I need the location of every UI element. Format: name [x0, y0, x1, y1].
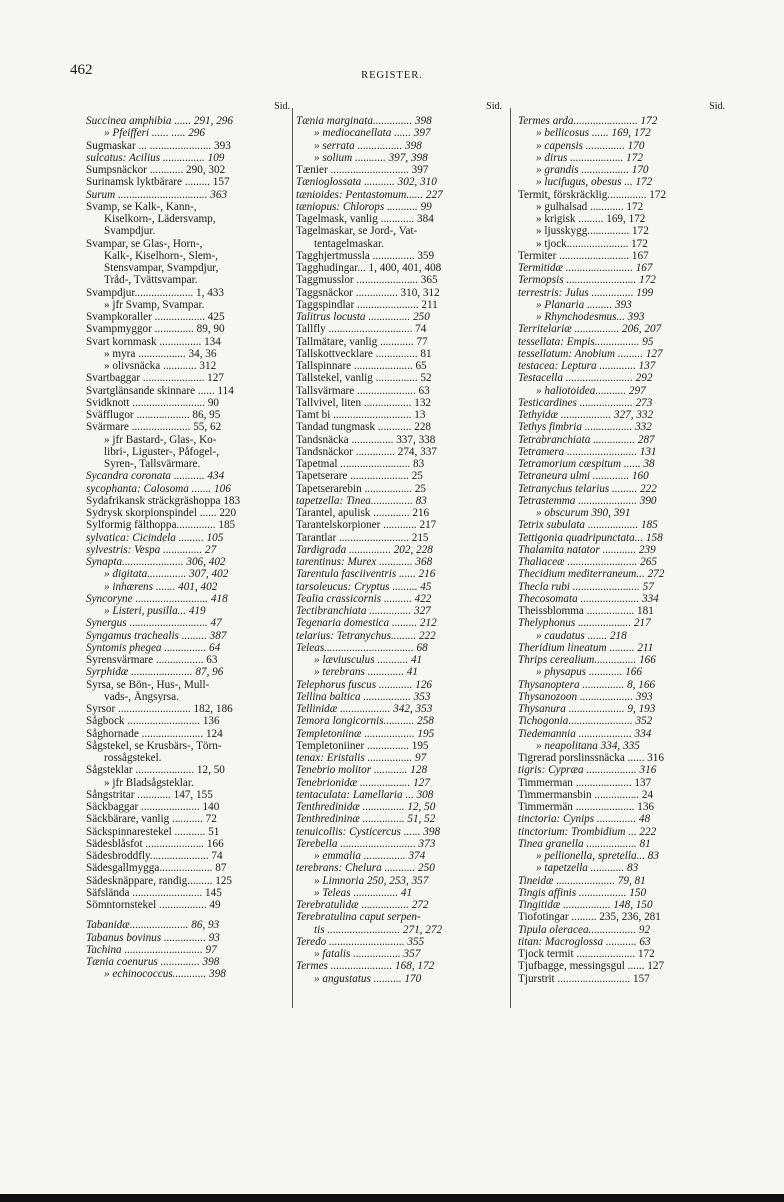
index-entry: Terebella ........................... 373 [296, 837, 436, 850]
index-entry: Tiofotingar ......... 235, 236, 281 [518, 911, 661, 924]
index-entry: Tectibranchiata ............... 327 [296, 605, 431, 617]
index-entry: Tandsnäcka ............... 337, 338 [296, 433, 436, 446]
index-entry: » echinococcus............ 398 [104, 968, 226, 981]
index-entry: Taggspindlar ...................... 211 [296, 298, 438, 311]
index-entry: » Teleas ................ 41 [314, 886, 413, 899]
index-entry: » physapus ............ 166 [536, 666, 642, 679]
index-entry: » caudatus ....... 218 [536, 629, 627, 642]
index-entry: Thysanozoon ................... 393 [518, 690, 653, 703]
index-entry: tenuicollis: Cysticercus ...... 398 [296, 825, 441, 838]
index-entry: Tænia coenurus .............. 398 [86, 956, 220, 968]
index-entry: libri-, Liguster-, Påfogel-, [104, 445, 220, 458]
index-entry: Tineidæ ..................... 79, 81 [518, 874, 646, 887]
index-entry: tentaculata: Lamellaria ... 308 [296, 788, 434, 801]
index-entry: Sädesblåsfot ..................... 166 [86, 837, 224, 850]
index-entry: tarentinus: Murex ............ 368 [296, 556, 433, 568]
index-entry: Succinea amphibia ...... 291, 296 [86, 115, 233, 127]
index-entry: » Rhynchodesmus... 393 [536, 311, 645, 323]
index-entry: Tarantelskorpioner ............ 217 [296, 519, 437, 532]
index-entry: tinctoria: Cynips .............. 48 [518, 813, 651, 826]
index-entry: telarius: Tetranychus......... 222 [296, 629, 436, 642]
index-entry: Termiter ......................... 167 [518, 249, 649, 262]
index-entry: Svartglänsande skinnare ...... 114 [86, 384, 234, 397]
index-entry: » jfr Bladsågsteklar. [104, 776, 194, 789]
index-entry: Tenthredininæ ............... 51, 52 [296, 813, 436, 826]
index-entry: Teredo ........................... 355 [296, 935, 425, 948]
index-entry: Tjurstrit .......................... 157 [518, 972, 650, 985]
index-entry: Thecla rubi ........................ 57 [518, 580, 654, 593]
index-entry: Svampmyggor .............. 89, 90 [86, 323, 225, 336]
index-entry: rossågstekel. [104, 752, 162, 764]
index-entry: » terebrans ............. 41 [314, 666, 418, 679]
index-entry: Säckbaggar ..................... 140 [86, 801, 220, 813]
index-entry: tapetzella: Tinea............... 83 [296, 494, 427, 507]
index-entry: Tetranychus telarius ......... 222 [518, 482, 657, 495]
index-entry: Tallskottvecklare ............... 81 [296, 347, 432, 360]
index-entry: Tandad tungmask ............ 228 [296, 421, 432, 434]
index-entry: Tethys fimbria ................. 332 [518, 421, 652, 434]
index-entry: Syrsa, se Bön-, Hus-, Mull- [86, 678, 210, 691]
index-entry: Sycandra coronata ........... 434 [86, 470, 225, 483]
index-entry: » haliotoidea........... 297 [536, 384, 646, 397]
index-entry: Tetrastemma ..................... 390 [518, 494, 657, 507]
index-entry: Tellina baltica ................. 353 [296, 690, 431, 703]
index-entry: » krigisk ......... 169, 172 [536, 213, 646, 225]
index-entry: Territelariæ ................ 206, 207 [518, 323, 662, 336]
index-entry: Thrips cerealium............... 166 [518, 654, 656, 666]
index-entry: sylvestris: Vespa .............. 27 [86, 543, 217, 556]
index-entry: Testicardines ................... 273 [518, 396, 653, 409]
index-entry: Syntomis phegea ............... 64 [86, 641, 221, 654]
index-entry: » solium ........... 397, 398 [314, 151, 428, 164]
index-entry: Tingis affinis ................. 150 [518, 886, 647, 899]
index-entry: » Planaria ......... 393 [536, 298, 632, 311]
index-entry: Syrsor .......................... 182, 186 [86, 703, 233, 715]
index-entry: Tallstekel, vanlig ............... 52 [296, 372, 432, 385]
index-entry: Synergus ............................ 47 [86, 617, 222, 630]
index-entry: » myra ................. 34, 36 [104, 347, 217, 360]
index-entry: Thecidium mediterraneum... 272 [518, 568, 665, 581]
running-header: REGISTER. [361, 70, 423, 81]
index-entry: Tallvivel, liten ................. 132 [296, 396, 432, 409]
page-number: 462 [70, 62, 93, 78]
index-entry: » bellicosus ...... 169, 172 [536, 127, 651, 140]
index-entry: tigris: Cypræa .................. 316 [518, 764, 657, 777]
index-entry: Telephorus fuscus ............ 126 [296, 678, 433, 691]
index-entry: Tiedemannia ................... 334 [518, 727, 652, 740]
index-entry: Tetrabranchiata ............... 287 [518, 433, 655, 446]
index-entry: tentagelmaskar. [314, 237, 384, 250]
index-entry: Tænier ............................ 397 [296, 164, 429, 176]
index-entry: » serrata ................ 398 [314, 139, 422, 152]
index-entry: Tandsnäckor .............. 274, 337 [296, 445, 437, 458]
index-entry: sylvatica: Cicindela ......... 105 [86, 531, 224, 544]
index-entry: Sugmaskar ... ...................... 393 [86, 139, 231, 152]
index-entry: Tettigonia quadripunctata... 158 [518, 531, 663, 544]
index-entry: » angustatus .......... 170 [314, 972, 422, 985]
index-entry: » lucifugus, obesus ... 172 [536, 176, 653, 189]
index-entry: titan: Macroglossa ........... 63 [518, 935, 651, 948]
index-entry: » obscurum 390, 391 [536, 507, 631, 519]
index-entry: Sågstekel, se Krusbärs-, Törn- [86, 739, 222, 752]
index-entry: Sågsteklar ..................... 12, 50 [86, 764, 225, 777]
index-entry: Tingitidæ ................. 148, 150 [518, 899, 653, 911]
index-entry: Svartbaggar ...................... 127 [86, 372, 224, 385]
index-entry: Såghornade ...................... 124 [86, 727, 223, 740]
index-entry: Taggsnäckor ............... 310, 312 [296, 286, 440, 299]
index-entry: Theridium lineatum ......... 211 [518, 641, 654, 654]
index-entry: Svampdjur..................... 1, 433 [86, 286, 224, 299]
index-entry: Säckbärare, vanlig ........... 72 [86, 813, 217, 826]
index-entry: Thysanura .................... 9, 193 [518, 703, 656, 715]
index-entry: terebrans: Chelura ........... 250 [296, 862, 435, 875]
index-entry: » jfr Svamp, Svampar. [104, 298, 205, 311]
sid-label: Sid. [486, 101, 502, 112]
index-entry: Tænia marginata.............. 398 [296, 115, 432, 127]
index-entry: Tetramera ......................... 131 [518, 445, 657, 458]
index-entry: Surum ................................ 363 [86, 188, 228, 201]
index-entry: » Pfeifferi ...... ..... 296 [104, 127, 205, 140]
index-entry: Sumpsnäckor ............ 290, 302 [86, 164, 226, 176]
index-entry: » inhærens ....... 401, 402 [104, 580, 218, 593]
index-entry: Thalamita natator ............ 239 [518, 543, 656, 556]
index-entry: Tachina ............................ 97 [86, 943, 217, 956]
index-entry: Sömntornstekel ................. 49 [86, 899, 221, 911]
index-entry: tarsoleucus: Cryptus ......... 45 [296, 580, 432, 593]
index-entry: Timmerman .................... 137 [518, 776, 652, 789]
index-entry: Svampkoraller .................. 425 [86, 311, 225, 323]
index-entry: » ljusskygg............... 172 [536, 225, 649, 238]
index-entry: Tjock termit ..................... 172 [518, 948, 655, 960]
index-entry: Sydafrikansk sträckgräshoppa 183 [86, 494, 241, 507]
index-entry: Tetramorium cæspitum ...... 38 [518, 458, 655, 470]
index-entry: tænioides: Pentastomum...... 227 [296, 188, 443, 201]
index-entry: Syrensvärmare ................. 63 [86, 654, 218, 666]
index-entry: Testacella ........................ 292 [518, 372, 653, 385]
index-entry: Surinamsk lyktbärare ......... 157 [86, 176, 230, 189]
index-entry: sycophanta: Calosoma ....... 106 [86, 482, 231, 495]
index-entry: Sädesgallmygga................... 87 [86, 862, 227, 875]
index-column-3 [518, 100, 725, 985]
index-entry: tæniopus: Chlorops ........... 99 [296, 200, 432, 213]
index-entry: Tardigrada ............... 202, 228 [296, 543, 433, 556]
index-entry: Tetraneura ulmi ............. 160 [518, 470, 649, 483]
index-entry: tinctorium: Trombidium ... 222 [518, 825, 657, 838]
index-entry: » dirus ................... 172 [536, 151, 643, 164]
index-entry: Sädesknäppare, randig......... 125 [86, 874, 233, 887]
index-entry: Syrphidæ ...................... 87, 96 [86, 666, 224, 679]
index-entry: Sylformig fälthoppa.............. 185 [86, 519, 236, 532]
index-entry: Tallsvärmare ..................... 63 [296, 384, 430, 397]
scan-edge [0, 1194, 784, 1202]
index-entry: Sväfflugor ................... 86, 95 [86, 409, 221, 421]
index-entry: » jfr Bastard-, Glas-, Ko- [104, 433, 217, 446]
index-entry: Temora longicornis........... 258 [296, 715, 434, 728]
index-column-2 [296, 100, 502, 985]
index-entry: Tallmätare, vanlig ............ 77 [296, 335, 428, 348]
index-entry: » capensis .............. 170 [536, 139, 645, 152]
index-entry: Sångstritar ............ 147, 155 [86, 788, 213, 801]
index-entry: Thecosomata ..................... 334 [518, 592, 659, 605]
index-entry: Termit, förskräcklig.............. 172 [518, 188, 667, 201]
index-entry: Tamt bi ............................ 13 [296, 409, 426, 421]
index-entry: Svampdjur. [104, 225, 156, 238]
index-entry: » Listeri, pusilla... 419 [104, 605, 206, 617]
index-entry: vads-, Ängsyrsa. [104, 690, 179, 703]
index-entry: Kiselkorn-, Lädersvamp, [104, 213, 216, 225]
index-entry: Theissblomma ................. 181 [518, 605, 654, 617]
index-entry: Termes ...................... 168, 172 [296, 960, 435, 973]
index-entry: Tarentula fasciiventris ...... 216 [296, 568, 436, 581]
index-entry: Syncoryne .......................... 418 [86, 592, 228, 605]
index-entry: » mediocanellata ...... 397 [314, 127, 431, 140]
index-entry: Tapetserarebin ................. 25 [296, 482, 427, 495]
index-entry: Timmermansbin ................ 24 [518, 788, 654, 801]
index-entry: Tabanus bovinus ............... 93 [86, 931, 220, 944]
index-entry: tis .......................... 271, 272 [314, 923, 443, 936]
index-entry: tenax: Eristalis ................ 97 [296, 752, 427, 764]
index-entry: Svart kornmask ............... 134 [86, 335, 221, 348]
index-entry: Templetoniiner ............... 195 [296, 739, 429, 752]
index-entry: Svidknott .......................... 90 [86, 396, 220, 409]
index-entry: Tenebrionidæ .................. 127 [296, 776, 430, 789]
index-entry: » grandis ................. 170 [536, 164, 649, 176]
index-entry: Säckspinnarestekel ........... 51 [86, 825, 220, 838]
index-entry: » neapolitana 334, 335 [536, 739, 640, 752]
index-entry: Teleas................................ 68 [296, 641, 428, 654]
index-entry: Termes arda....................... 172 [518, 115, 658, 127]
column-divider [510, 108, 511, 1008]
index-entry: Thelyphonus ................... 217 [518, 617, 651, 630]
index-entry: terrestris: Julus ............... 199 [518, 286, 654, 299]
index-entry: Tråd-, Tvättsvampar. [104, 274, 198, 287]
index-entry: Syren-, Tallsvärmare. [104, 458, 201, 470]
index-entry: Säfslända ......................... 145 [86, 886, 222, 899]
index-entry: tessellata: Empis................ 95 [518, 335, 654, 348]
index-entry: Tagghjertmussla ............... 359 [296, 249, 435, 262]
index-entry: Synapta...................... 306, 402 [86, 556, 226, 568]
index-entry: Tabanidæ..................... 86, 93 [86, 919, 220, 932]
index-entry: Taggmusslor ...................... 365 [296, 274, 438, 287]
index-entry: Tarantel, apulisk ............. 216 [296, 507, 430, 519]
index-entry: Terebratulina caput serpen- [296, 911, 421, 924]
index-entry: » olivsnäcka ............ 312 [104, 360, 217, 372]
index-entry: » fatalis ................. 357 [314, 948, 421, 960]
index-entry: » pellionella, spretella... 83 [536, 850, 659, 862]
index-entry: Thysanoptera ............... 8, 166 [518, 678, 656, 691]
index-entry: Tjufbagge, messingsgul ...... 127 [518, 960, 665, 973]
index-entry: Tegenaria domestica ......... 212 [296, 617, 437, 630]
index-entry: Sädesbroddfly..................... 74 [86, 850, 223, 862]
index-entry: Svärmare ..................... 55, 62 [86, 421, 222, 434]
sid-label: Sid. [709, 101, 725, 112]
index-entry: » gulhalsad ............ 172 [536, 200, 644, 213]
index-entry: Svampar, se Glas-, Horn-, [86, 237, 203, 250]
index-entry: Termopsis ......................... 172 [518, 274, 656, 287]
index-entry: Tagghudingar... 1, 400, 401, 408 [296, 262, 442, 274]
index-entry: » tjock...................... 172 [536, 237, 648, 250]
index-entry: » tapetzella ............ 83 [536, 862, 639, 875]
index-entry: sulcatus: Acilius ............... 109 [86, 151, 225, 164]
index-entry: Tinea granella .................. 81 [518, 837, 651, 850]
index-entry: » læviusculus ........... 41 [314, 654, 423, 666]
index-entry: Syngamus trachealis ......... 387 [86, 629, 227, 642]
index-entry: Tagelmaskar, se Jord-, Vat- [296, 225, 418, 238]
index-entry: Tellinidæ .................. 342, 353 [296, 703, 433, 715]
index-entry: Tenthredinidæ ............... 12, 50 [296, 801, 436, 813]
index-entry: Tapetserare ..................... 25 [296, 470, 423, 483]
index-column-1 [86, 100, 290, 981]
index-entry: Tallfly .............................. 74 [296, 323, 427, 336]
index-entry: Tapetmal ......................... 83 [296, 458, 425, 470]
index-entry: tessellatum: Anobium ......... 127 [518, 347, 663, 360]
index-entry: Tarantlar ......................... 215 [296, 531, 429, 544]
index-entry: Tichogonia....................... 352 [518, 715, 653, 728]
index-entry: Tigrerad porslinssnäcka ...... 316 [518, 752, 664, 764]
index-entry: Templetoniinæ .................. 195 [296, 727, 435, 740]
index-entry: Tethyidæ .................. 327, 332 [518, 409, 654, 421]
index-entry: » digitata.............. 307, 402 [104, 568, 229, 581]
index-entry: testacea: Leptura ............. 137 [518, 360, 656, 372]
index-entry: Kalk-, Kiselhorn-, Slem-, [104, 249, 219, 262]
column-divider [292, 108, 293, 1008]
index-entry: Tagelmask, vanlig ............ 384 [296, 213, 434, 225]
index-entry: Tetrix subulata .................. 185 [518, 519, 658, 532]
index-entry: Talitrus locusta ............... 250 [296, 311, 430, 323]
index-entry: Tipula oleracea................. 92 [518, 923, 651, 936]
index-entry: Thaliaceæ ......................... 265 [518, 556, 657, 568]
index-entry: Sydrysk skorpionspindel ...... 220 [86, 507, 237, 519]
index-entry: Tenebrio molitor ............ 128 [296, 764, 428, 777]
index-entry: » emmalia ............... 374 [314, 850, 426, 862]
sid-label: Sid. [274, 101, 290, 112]
index-entry: Tallspinnare ..................... 65 [296, 360, 427, 372]
index-entry: Terebratulidæ ................. 272 [296, 899, 429, 911]
index-entry: Termitidæ ........................ 167 [518, 262, 653, 274]
index-entry: Tealia crassicornis .......... 422 [296, 592, 432, 605]
index-entry: Sågbock .......................... 136 [86, 715, 220, 728]
index-entry: Svamp, se Kalk-, Kann-, [86, 200, 197, 213]
index-entry: Timmermän ..................... 136 [518, 801, 655, 813]
index-entry: Stensvampar, Svampdjur, [104, 262, 219, 274]
index-entry: » Limnoria 250, 253, 357 [314, 874, 429, 887]
index-entry: Tænioglossata ........... 302, 310 [296, 176, 437, 189]
